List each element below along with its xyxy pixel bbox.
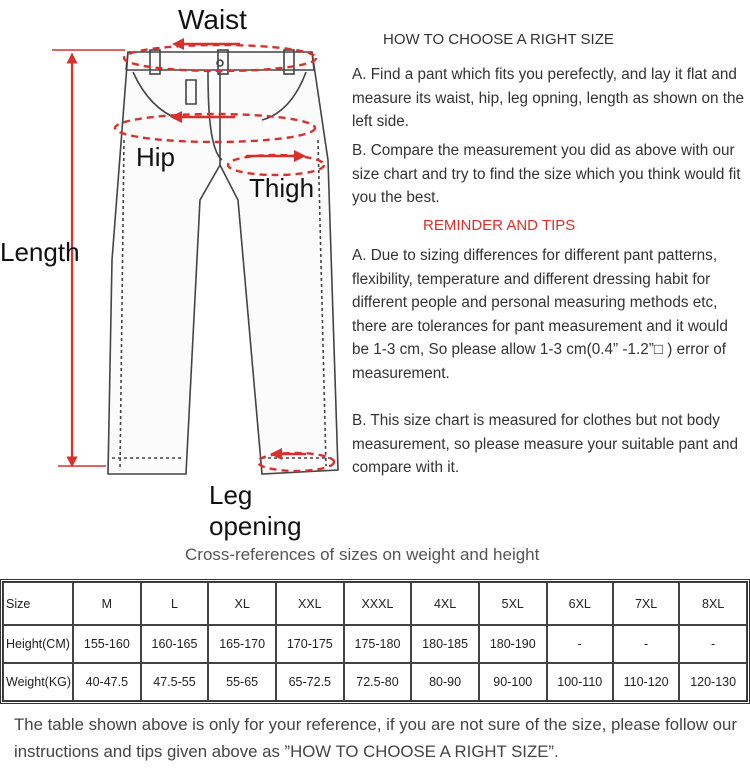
table-cell: M — [73, 582, 141, 625]
table-cell: XL — [208, 582, 276, 625]
table-cell: 4XL — [411, 582, 479, 625]
reminder-tip-b: B. This size chart is measured for clothes but not body measurement, so please measure your suitable pant and compare with it. — [352, 412, 739, 476]
table-cell: 80-90 — [411, 663, 479, 701]
reminder-title: REMINDER AND TIPS — [423, 217, 576, 234]
length-label: Length — [0, 237, 80, 267]
hip-label: Hip — [136, 142, 176, 172]
table-cell: XXL — [276, 582, 344, 625]
table-cell: 6XL — [547, 582, 613, 625]
table-cell: 8XL — [679, 582, 747, 625]
table-title: Cross-references of sizes on weight and height — [185, 545, 540, 564]
table-cell: 55-65 — [208, 663, 276, 701]
table-cell: 110-120 — [613, 663, 679, 701]
table-cell: 155-160 — [73, 625, 141, 663]
table-cell: 170-175 — [276, 625, 344, 663]
table-cell: 65-72.5 — [276, 663, 344, 701]
table-cell: XXXL — [344, 582, 412, 625]
waist-label: Waist — [178, 4, 247, 35]
table-cell: 7XL — [613, 582, 679, 625]
table-cell: 180-190 — [479, 625, 547, 663]
howto-title: HOW TO CHOOSE A RIGHT SIZE — [383, 31, 614, 48]
table-cell: 90-100 — [479, 663, 547, 701]
weight-row — [3, 663, 747, 701]
table-cell: - — [679, 625, 747, 663]
leg-opening-label: Leg opening — [209, 480, 302, 541]
table-cell: 100-110 — [547, 663, 613, 701]
size-row — [3, 582, 747, 625]
table-cell: 160-165 — [141, 625, 209, 663]
table-cell: 165-170 — [208, 625, 276, 663]
pants-diagram — [0, 0, 350, 541]
table-cell: 120-130 — [679, 663, 747, 701]
size-table — [0, 579, 750, 704]
thigh-label: Thigh — [249, 173, 315, 203]
table-cell: 40-47.5 — [73, 663, 141, 701]
footer-note: The table shown above is only for your reference, if you are not sure of the size, please follow our instructions and tips given above as ”HOW TO CHOOSE A RIGHT SIZE”. — [14, 715, 737, 761]
table-cell: - — [613, 625, 679, 663]
table-cell: L — [141, 582, 209, 625]
table-cell: 47.5-55 — [141, 663, 209, 701]
row-header-cell: Size — [3, 582, 73, 625]
height-row — [3, 625, 747, 663]
table-cell: 180-185 — [411, 625, 479, 663]
reminder-tip-a: A. Due to sizing differences for different pant patterns, flexibility, temperature and different dressing habit for different people and personal measuring methods etc, there are tolerances for pant measurement and it would be 1-3 cm, So please allow 1-3 cm(0.4” -1.2”□ ) error of measurement. — [352, 247, 728, 382]
howto-step-a: A. Find a pant which fits you perefectly, and lay it flat and measure its waist, hip, leg opning, length as shown on the left side. — [352, 66, 745, 130]
howto-step-b: B. Compare the measurement you did as above with our size chart and try to find the size which you think would fit you the best. — [352, 142, 741, 206]
row-header-cell: Weight(KG) — [3, 663, 73, 701]
table-cell: 5XL — [479, 582, 547, 625]
table-cell: 72.5-80 — [344, 663, 412, 701]
table-cell: - — [547, 625, 613, 663]
row-header-cell: Height(CM) — [3, 625, 73, 663]
table-cell: 175-180 — [344, 625, 412, 663]
